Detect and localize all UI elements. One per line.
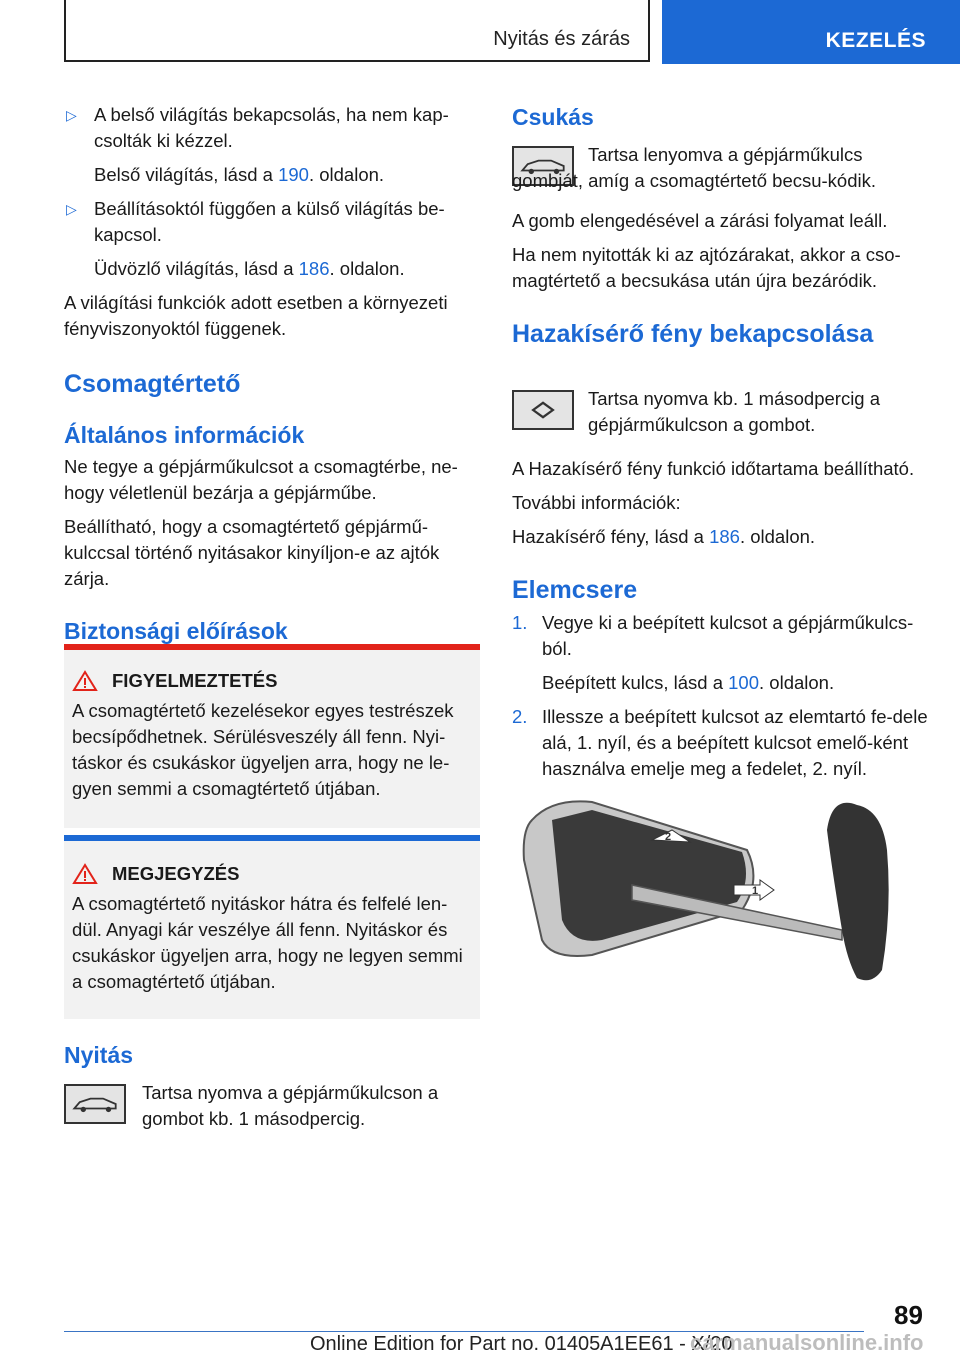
cross-reference: Hazakísérő fény, lásd a 186. oldalon. bbox=[512, 526, 816, 547]
cross-reference: Belső világítás, lásd a 190. oldalon. bbox=[94, 164, 385, 185]
page-link[interactable]: 190 bbox=[278, 164, 309, 185]
subsection-heading: Csukás bbox=[512, 104, 594, 130]
section-heading: Hazakísérő fény bekapcsolása bbox=[512, 320, 874, 348]
page-number: 89 bbox=[894, 1300, 923, 1330]
page-link[interactable]: 100 bbox=[728, 672, 760, 693]
notice-title: MEGJEGYZÉS bbox=[72, 863, 472, 885]
paragraph: Beállítható, hogy a csomagtértető gépjármű-kulccsal történő nyitásakor kinyíljon-e az ajtók zárja. bbox=[64, 516, 440, 589]
notice-box bbox=[64, 835, 480, 1019]
arrow-label-1: 1 bbox=[752, 885, 759, 897]
key-battery-illustration bbox=[512, 790, 912, 990]
header-section-title: Nyitás és zárás bbox=[493, 28, 630, 50]
home-light-icon bbox=[512, 390, 574, 430]
warning-triangle-icon bbox=[72, 670, 98, 692]
warning-box bbox=[64, 644, 480, 828]
page-link[interactable]: 186 bbox=[298, 258, 330, 279]
notice-triangle-icon bbox=[72, 863, 98, 885]
step-item: 1. Vegye ki a beépített kulcsot a gépjárműkulcs-ból. bbox=[512, 612, 914, 659]
arrow-label-2: 2 bbox=[665, 831, 672, 843]
paragraph: A Hazakísérő fény funkció időtartama beállítható. bbox=[512, 458, 915, 479]
paragraph: Ha nem nyitották ki az ajtózárakat, akkor a cso-magtértető a becsukása után újra bezáródik. bbox=[512, 244, 901, 291]
cross-reference: Üdvözlő világítás, lásd a 186. oldalon. bbox=[94, 258, 405, 279]
paragraph: A gomb elengedésével a zárási folyamat leáll. bbox=[512, 210, 888, 231]
triangle-bullet-icon: ▷ bbox=[66, 201, 77, 217]
paragraph: Ne tegye a gépjárműkulcsot a csomagtérbe, ne-hogy véletlenül bezárja a gépjárműbe. bbox=[64, 456, 458, 503]
bullet-item: ▷ Beállításoktól függően a külső világítás be-kapcsol. bbox=[66, 198, 445, 245]
warning-title: FIGYELMEZTETÉS bbox=[72, 670, 472, 692]
section-heading: Elemcsere bbox=[512, 576, 638, 604]
home-instruction: Tartsa nyomva kb. 1 másodpercig a gépjárműkulcson a gombot. bbox=[588, 388, 881, 435]
warning-text: A csomagtértető kezelésekor egyes testrészek becsípődhetnek. Sérülésveszély áll fenn. Nyi-táskor és csukáskor ügyeljen arra, hogy ne le-gyen semmi a csomagtértető útjában. bbox=[72, 700, 454, 799]
subsection-heading: Nyitás bbox=[64, 1042, 134, 1068]
triangle-bullet-icon: ▷ bbox=[66, 107, 77, 123]
paragraph: További információk: bbox=[512, 492, 681, 513]
page-link[interactable]: 186 bbox=[709, 526, 740, 547]
header-section-box bbox=[64, 0, 650, 62]
cross-reference: Beépített kulcs, lásd a 100. oldalon. bbox=[542, 672, 835, 693]
paragraph: A világítási funkciók adott esetben a környezeti fényviszonyoktól függenek. bbox=[64, 292, 448, 339]
right-column-lower bbox=[512, 456, 932, 782]
notice-text: A csomagtértető nyitáskor hátra és felfelé len-dül. Anyagi kár veszélye áll fenn. Nyitáskor és csukáskor ügyeljen arra, hogy ne legyen semmi a csomagtértető útjában. bbox=[72, 893, 463, 992]
subsection-heading: Biztonsági előírások bbox=[64, 618, 288, 644]
watermark: carmanualsonline.info bbox=[690, 1330, 924, 1355]
car-trunk-icon bbox=[64, 1084, 126, 1124]
subsection-heading: Általános információk bbox=[64, 422, 305, 448]
right-column bbox=[512, 142, 924, 350]
edition-line: Online Edition for Part no. 01405A1EE61 - X/20 bbox=[310, 1333, 733, 1355]
close-instruction: Tartsa lenyomva a gépjárműkulcs gombját, amíg a csomagtértető becsu-kódik. bbox=[512, 144, 877, 191]
bullet-item: ▷ A belső világítás bekapcsolás, ha nem kap-csolták ki kézzel. bbox=[66, 104, 449, 151]
left-column bbox=[64, 102, 476, 646]
step-item: 2. Illessze a beépített kulcsot az elemtartó fe-dele alá, 1. nyíl, és a beépített kulcsot emelő-ként használva emelje meg a fedelet, 2. nyíl. bbox=[512, 706, 928, 779]
header-chapter-tab: KEZELÉS bbox=[662, 0, 960, 64]
open-instruction: Tartsa nyomva a gépjárműkulcson a gombot kb. 1 másodpercig. bbox=[142, 1082, 439, 1129]
section-heading: Csomagtértető bbox=[64, 370, 241, 398]
